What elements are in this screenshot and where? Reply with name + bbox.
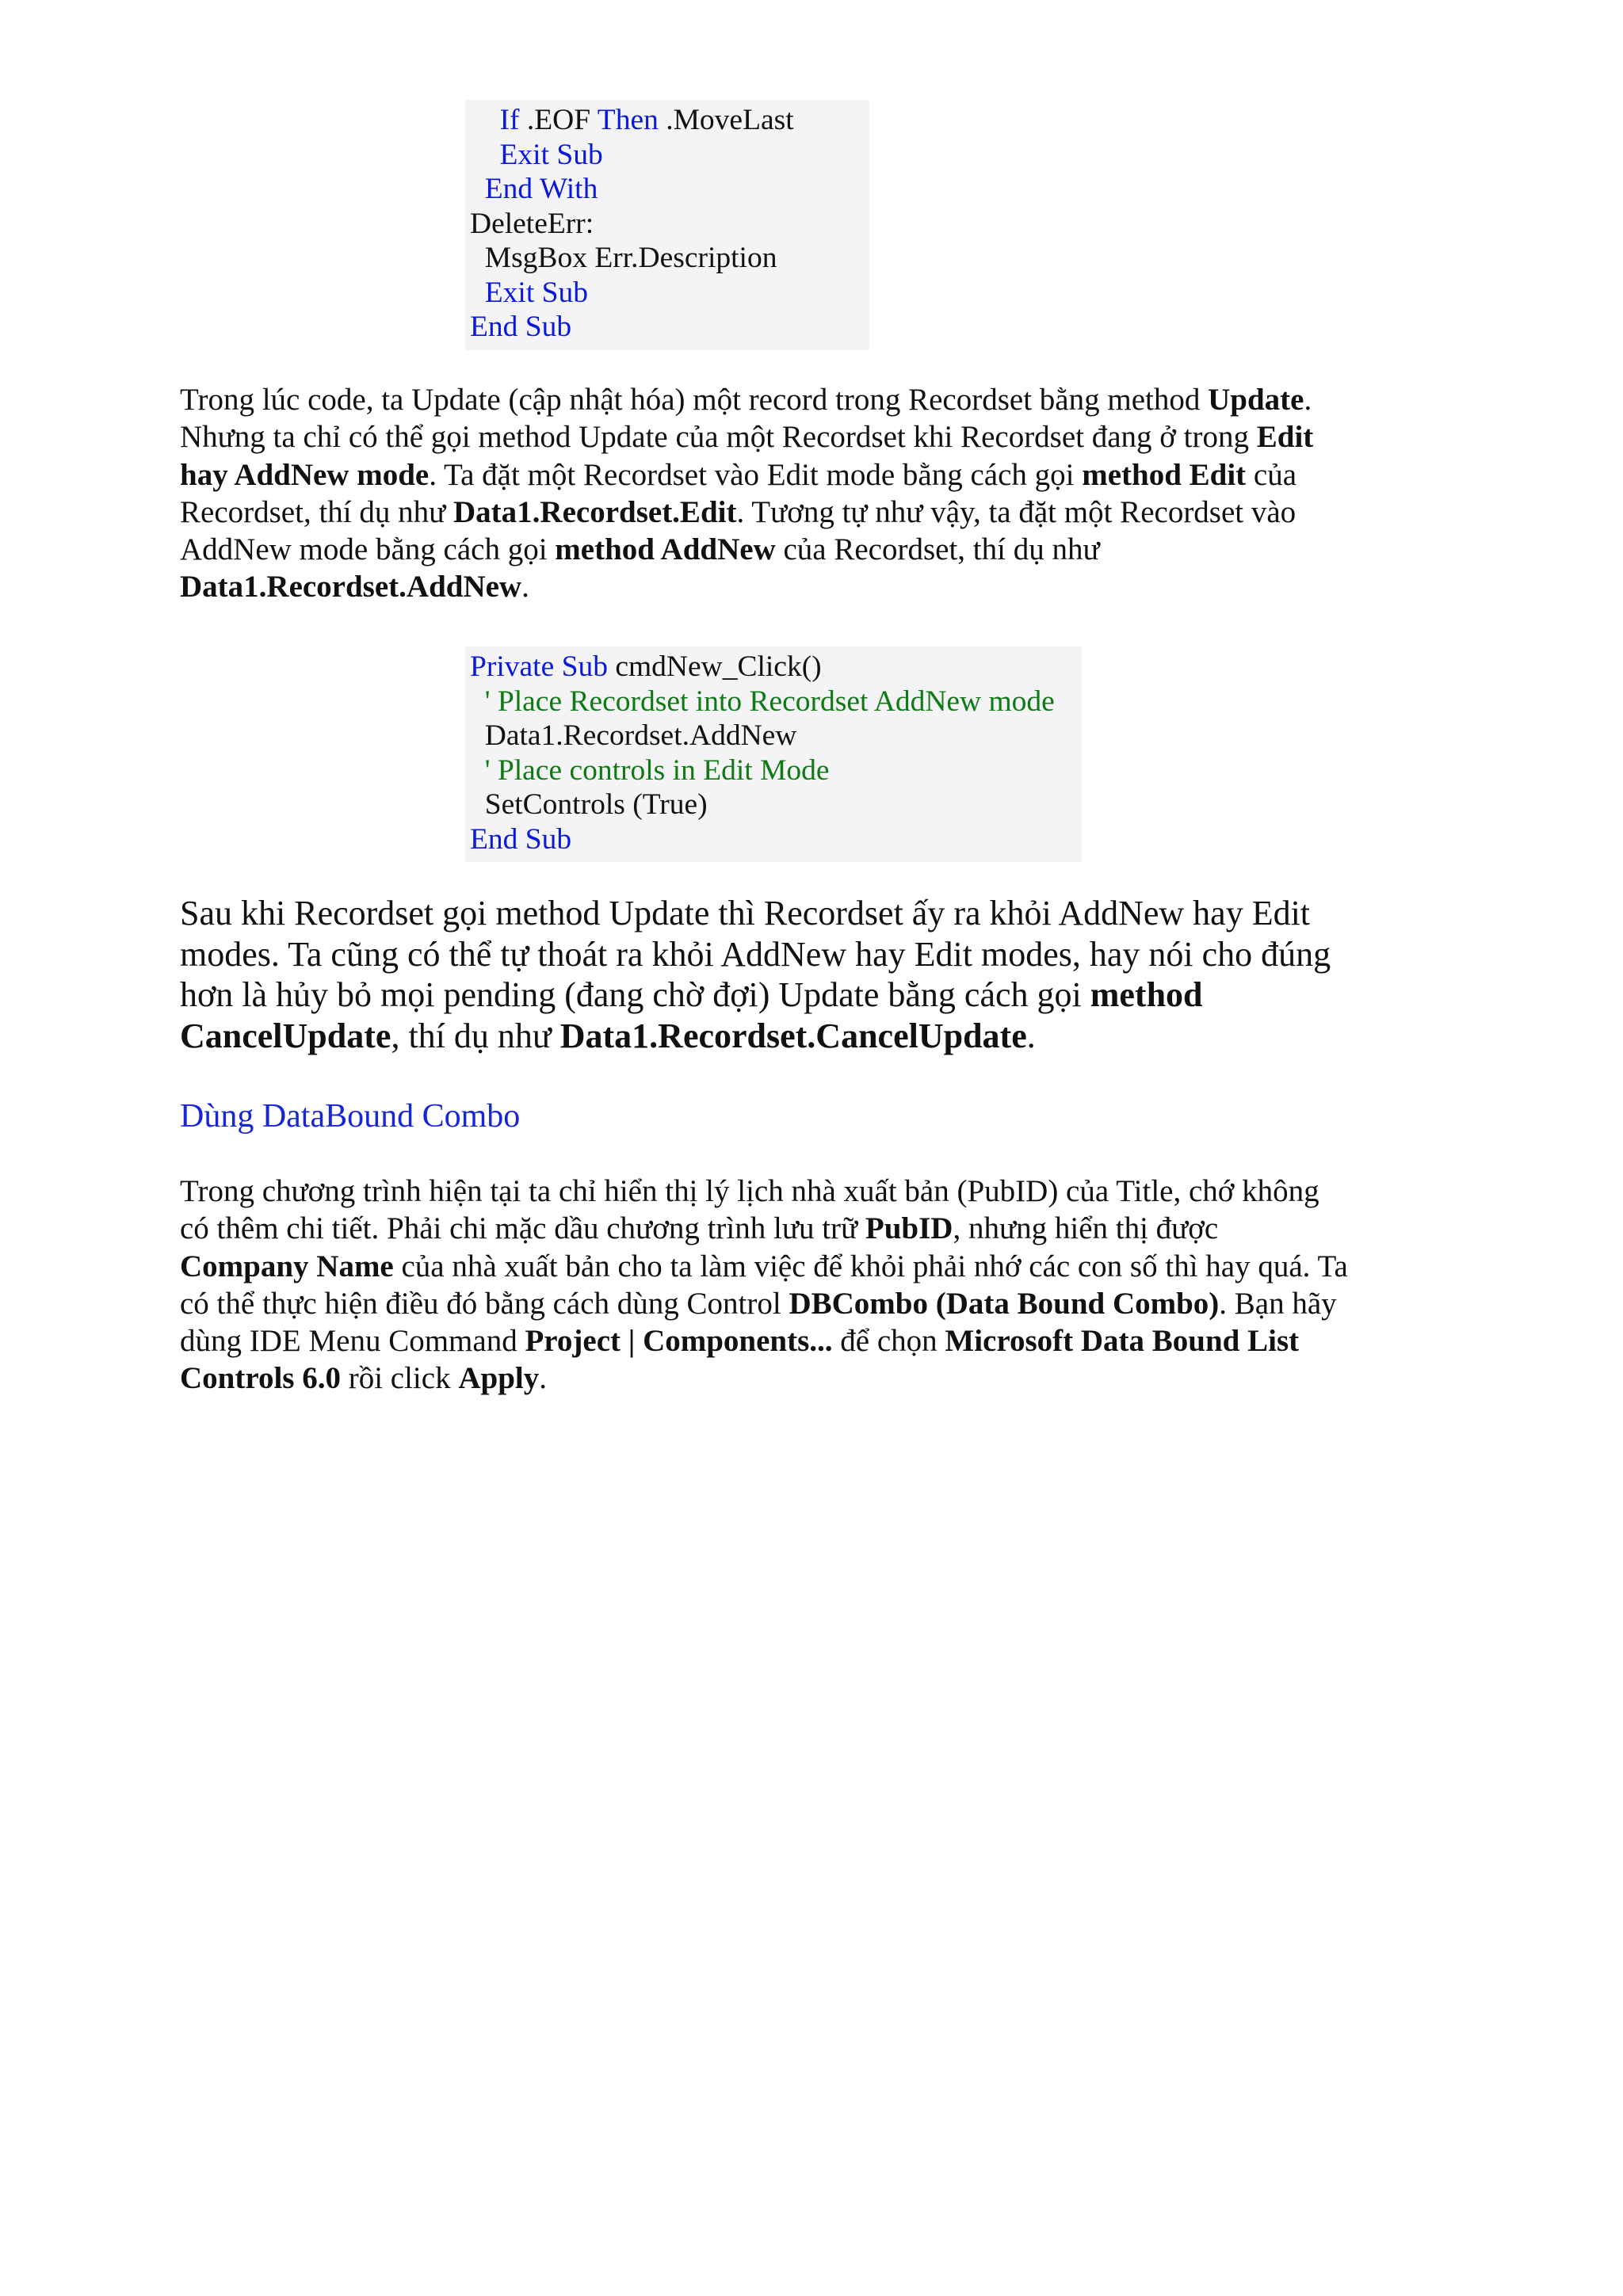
bold-term: Data1.Recordset.CancelUpdate (559, 1016, 1027, 1055)
code-keyword: Exit Sub (484, 276, 588, 309)
bold-term: Update (1208, 383, 1304, 417)
text-run: rồi click (340, 1361, 459, 1396)
paragraph-cancel-update (180, 893, 1353, 1056)
bold-term: Microsoft Data Bound List Controls 6.0 (180, 1324, 1300, 1396)
code-keyword: Then (597, 104, 659, 136)
text-run: của Recordset, thí dụ như (775, 532, 1100, 567)
bold-term: Apply (458, 1361, 540, 1396)
code-comment: ' Place Recordset into Recordset AddNew mode (484, 685, 1055, 718)
code-text: SetControls (True) (470, 788, 708, 821)
code-line (470, 719, 1079, 753)
text-run: , thí dụ như (391, 1016, 560, 1055)
text-run: . (1026, 1016, 1036, 1055)
code-text: MsgBox Err.Description (470, 242, 777, 274)
code-text (470, 277, 485, 309)
code-text (470, 139, 500, 171)
text-run: . Bạn hãy dùng IDE Menu Command (180, 1286, 1337, 1359)
code-block-delete-err (465, 100, 869, 350)
text-run: Trong lúc code, ta Update (cập nhật hóa) một record trong Recordset bằng method (180, 383, 1209, 417)
bold-term: method Edit (1082, 457, 1247, 492)
paragraph-dbcombo (180, 1173, 1353, 1398)
code-line (470, 753, 1079, 788)
code-keyword: End Sub (470, 311, 572, 343)
code-line (470, 276, 866, 311)
text-run: , nhưng hiển thị được (953, 1211, 1219, 1246)
code-block-cmdnew-click (465, 646, 1082, 862)
code-text (470, 754, 485, 787)
text-run: . Tương tự như vậy, ta đặt một Recordset vào AddNew mode bằng cách gọi (180, 494, 1296, 567)
code-line (470, 310, 866, 345)
text-run: . (539, 1361, 547, 1396)
code-text (470, 685, 485, 718)
text-run: . Ta đặt một Recordset vào Edit mode bằng cách gọi (429, 457, 1083, 492)
text-run: để chọn (832, 1324, 945, 1359)
code-line (470, 103, 866, 138)
code-line (470, 138, 866, 173)
code-text: Data1.Recordset.AddNew (470, 719, 797, 752)
bold-term: Data1.Recordset.Edit (453, 494, 737, 529)
bold-term: Edit hay AddNew mode (180, 420, 1314, 492)
bold-term: method CancelUpdate (180, 975, 1203, 1055)
code-line (470, 788, 1079, 822)
bold-term: Company Name (180, 1249, 394, 1283)
text-run: . (521, 570, 529, 605)
code-text (470, 173, 485, 205)
text-run: . Nhưng ta chỉ có thể gọi method Update của một Recordset khi Recordset đang ở trong (180, 383, 1312, 455)
code-line (470, 650, 1079, 685)
text-run: Trong chương trình hiện tại ta chỉ hiển thị lý lịch nhà xuất bản (PubID) của Title, chớ không có thêm chi tiết. Phải chi mặc dầu chương trình lưu trữ (180, 1174, 1319, 1246)
code-text: cmdNew_Click() (607, 650, 822, 683)
code-text: .EOF (519, 104, 598, 136)
code-line (470, 685, 1079, 719)
code-line (470, 241, 866, 276)
bold-term: method AddNew (555, 532, 776, 567)
code-text (470, 104, 500, 136)
code-keyword: End Sub (470, 822, 572, 856)
code-keyword: Exit Sub (499, 138, 603, 171)
code-line (470, 172, 866, 207)
bold-term: PubID (865, 1211, 953, 1246)
bold-term: Data1.Recordset.AddNew (180, 570, 522, 605)
code-keyword: If (499, 104, 520, 136)
code-line (470, 822, 1079, 857)
text-run: của Recordset, thí dụ như (180, 457, 1297, 529)
code-text: DeleteErr: (470, 207, 594, 240)
code-text: .MoveLast (658, 104, 794, 136)
paragraph-update-method (180, 381, 1353, 606)
bold-term: DBCombo (Data Bound Combo) (789, 1286, 1220, 1321)
text-run: Sau khi Recordset gọi method Update thì Recordset ấy ra khỏi AddNew hay Edit modes. Ta cũng có thể tự thoát ra khỏi AddNew hay Edit modes, hay nói cho đúng hơn là hủy bỏ mọi pending (đang chờ đợi) Update bằng cách gọi (180, 894, 1331, 1014)
code-keyword: Private Sub (470, 650, 608, 683)
code-comment: ' Place controls in Edit Mode (484, 753, 830, 787)
code-keyword: End With (484, 173, 598, 205)
bold-term: Project | Components... (525, 1324, 833, 1359)
code-line (470, 207, 866, 242)
section-heading: Dùng DataBound Combo (180, 1098, 521, 1135)
text-run: của nhà xuất bản cho ta làm việc để khỏi phải nhớ các con số thì hay quá. Ta có thể thực hiện điều đó bằng cách dùng Control (180, 1249, 1348, 1321)
